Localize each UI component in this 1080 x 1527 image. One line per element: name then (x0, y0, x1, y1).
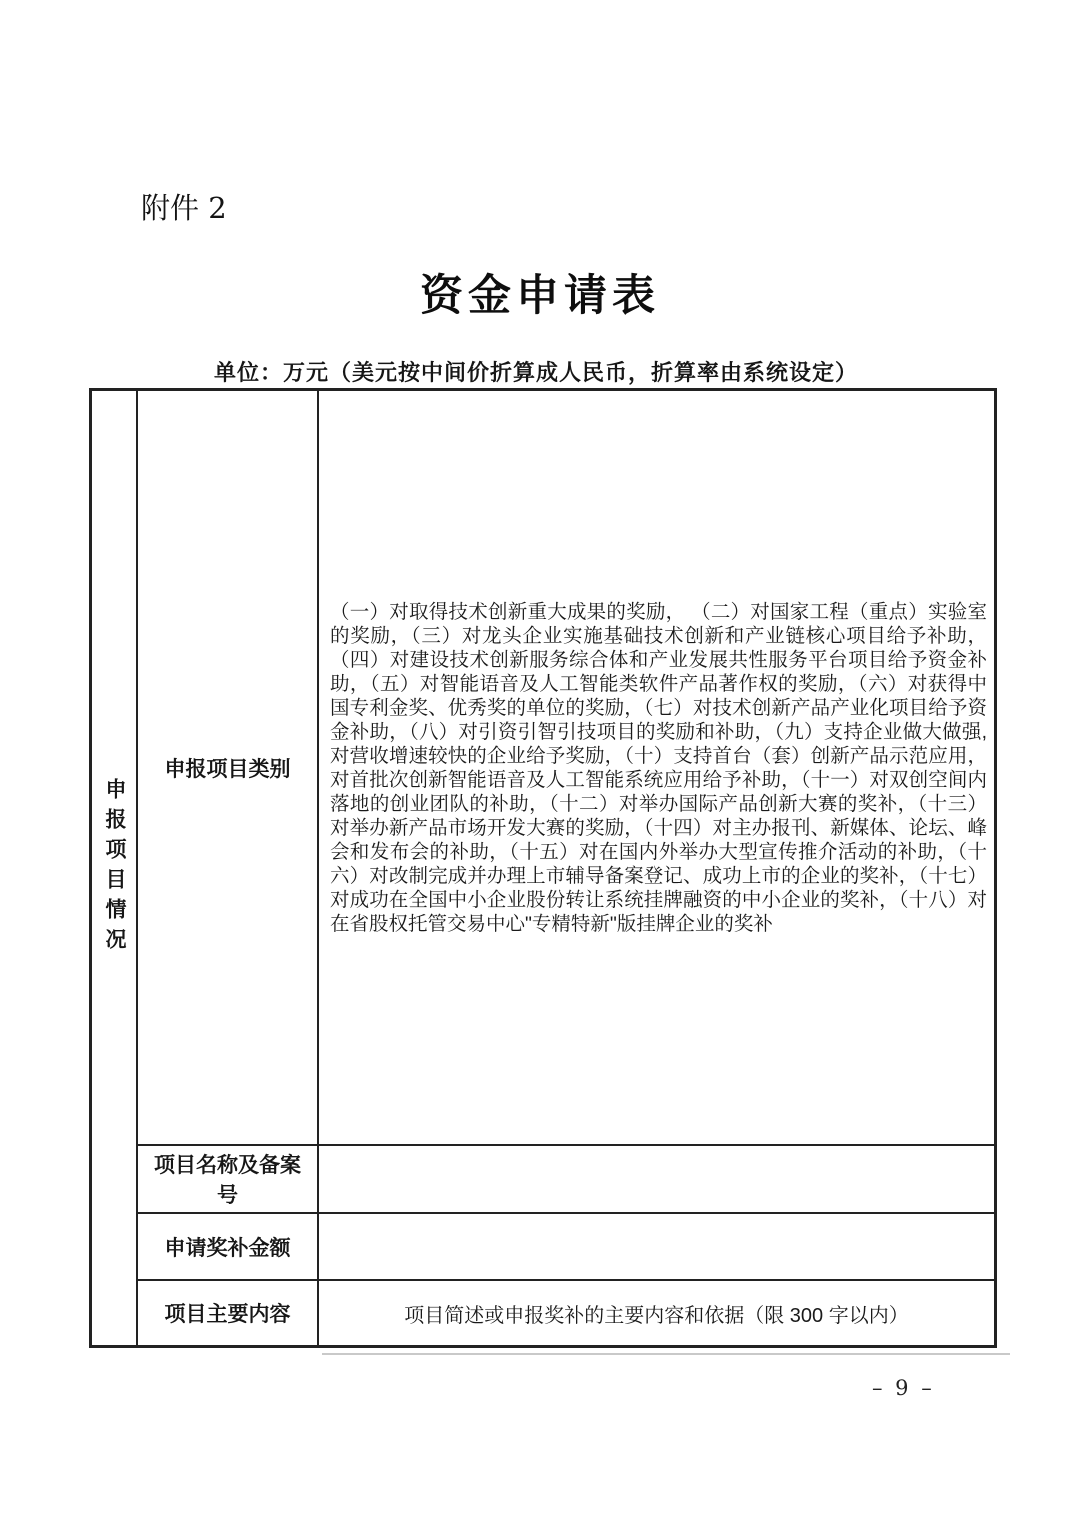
section-label-vertical: 申报项目情况 (103, 778, 126, 958)
cell-project-main-content (319, 1279, 994, 1345)
label-requested-amount (138, 1212, 319, 1279)
page-number: – 9 – (872, 1376, 935, 1400)
cell-requested-amount-value (319, 1212, 994, 1279)
unit-note: 单位：万元（美元按中间价折算成人民币，折算率由系统设定） (214, 360, 859, 385)
label-project-category-text: 申报项目类别 (164, 757, 291, 781)
label-project-name-text: 项目名称及备案号 (154, 1154, 301, 1207)
cell-project-category-content (319, 391, 994, 1144)
section-label-cell (92, 391, 138, 1345)
scan-artifact-line (322, 1353, 1010, 1355)
label-project-category (138, 391, 319, 1144)
attachment-label: 附件 2 (141, 191, 227, 225)
label-project-name (138, 1144, 319, 1212)
label-project-main-content (138, 1279, 319, 1345)
project-main-content-text: 项目简述或申报奖补的主要内容和依据（限 300 字以内） (404, 1304, 909, 1327)
label-project-main-content-text: 项目主要内容 (164, 1303, 291, 1326)
cell-project-name-value (319, 1144, 994, 1212)
application-form-table (89, 388, 997, 1348)
label-requested-amount-text: 申请奖补金额 (164, 1236, 291, 1260)
project-category-text: （一）对取得技术创新重大成果的奖励， （二）对国家工程（重点）实验室的奖励，（三）对龙头企业实施基础技术创新和产业链核心项目给予补助，（四）对建设技术创新服务综合体和产业发展共性服务平台项目给予资金补助，（五）对智能语音及人工智能类软件产品著作权的奖励，（六）对获得中国专利金奖、优秀奖的单位的奖励，（七）对技术创新产品产业化项目给予资金补助，（八）对引资引智引技项目的奖励和补助，（九）支持企业做大做强,对营收增速较快的企业给予奖励，（十）支持首台（套）创新产品示范应用，对首批次创新智能语音及人工智能系统应用给予补助，（十一）对双创空间内落地的创业团队的补助，（十二）对举办国际产品创新大赛的奖补，（十三）对举办新产品市场开发大赛的奖励，（十四）对主办报刊、新媒体、论坛、峰会和发布会的补助，（十五）对在国内外举办大型宣传推介活动的补助，（十六）对改制完成并办理上市辅导备案登记、成功上市的企业的奖补，（十七）对成功在全国中小企业股份转让系统挂牌融资的中小企业的奖补，（十八）对在省股权托管交易中心"专精特新"版挂牌企业的奖补 (330, 600, 987, 935)
page-title: 资金申请表 (420, 271, 660, 321)
